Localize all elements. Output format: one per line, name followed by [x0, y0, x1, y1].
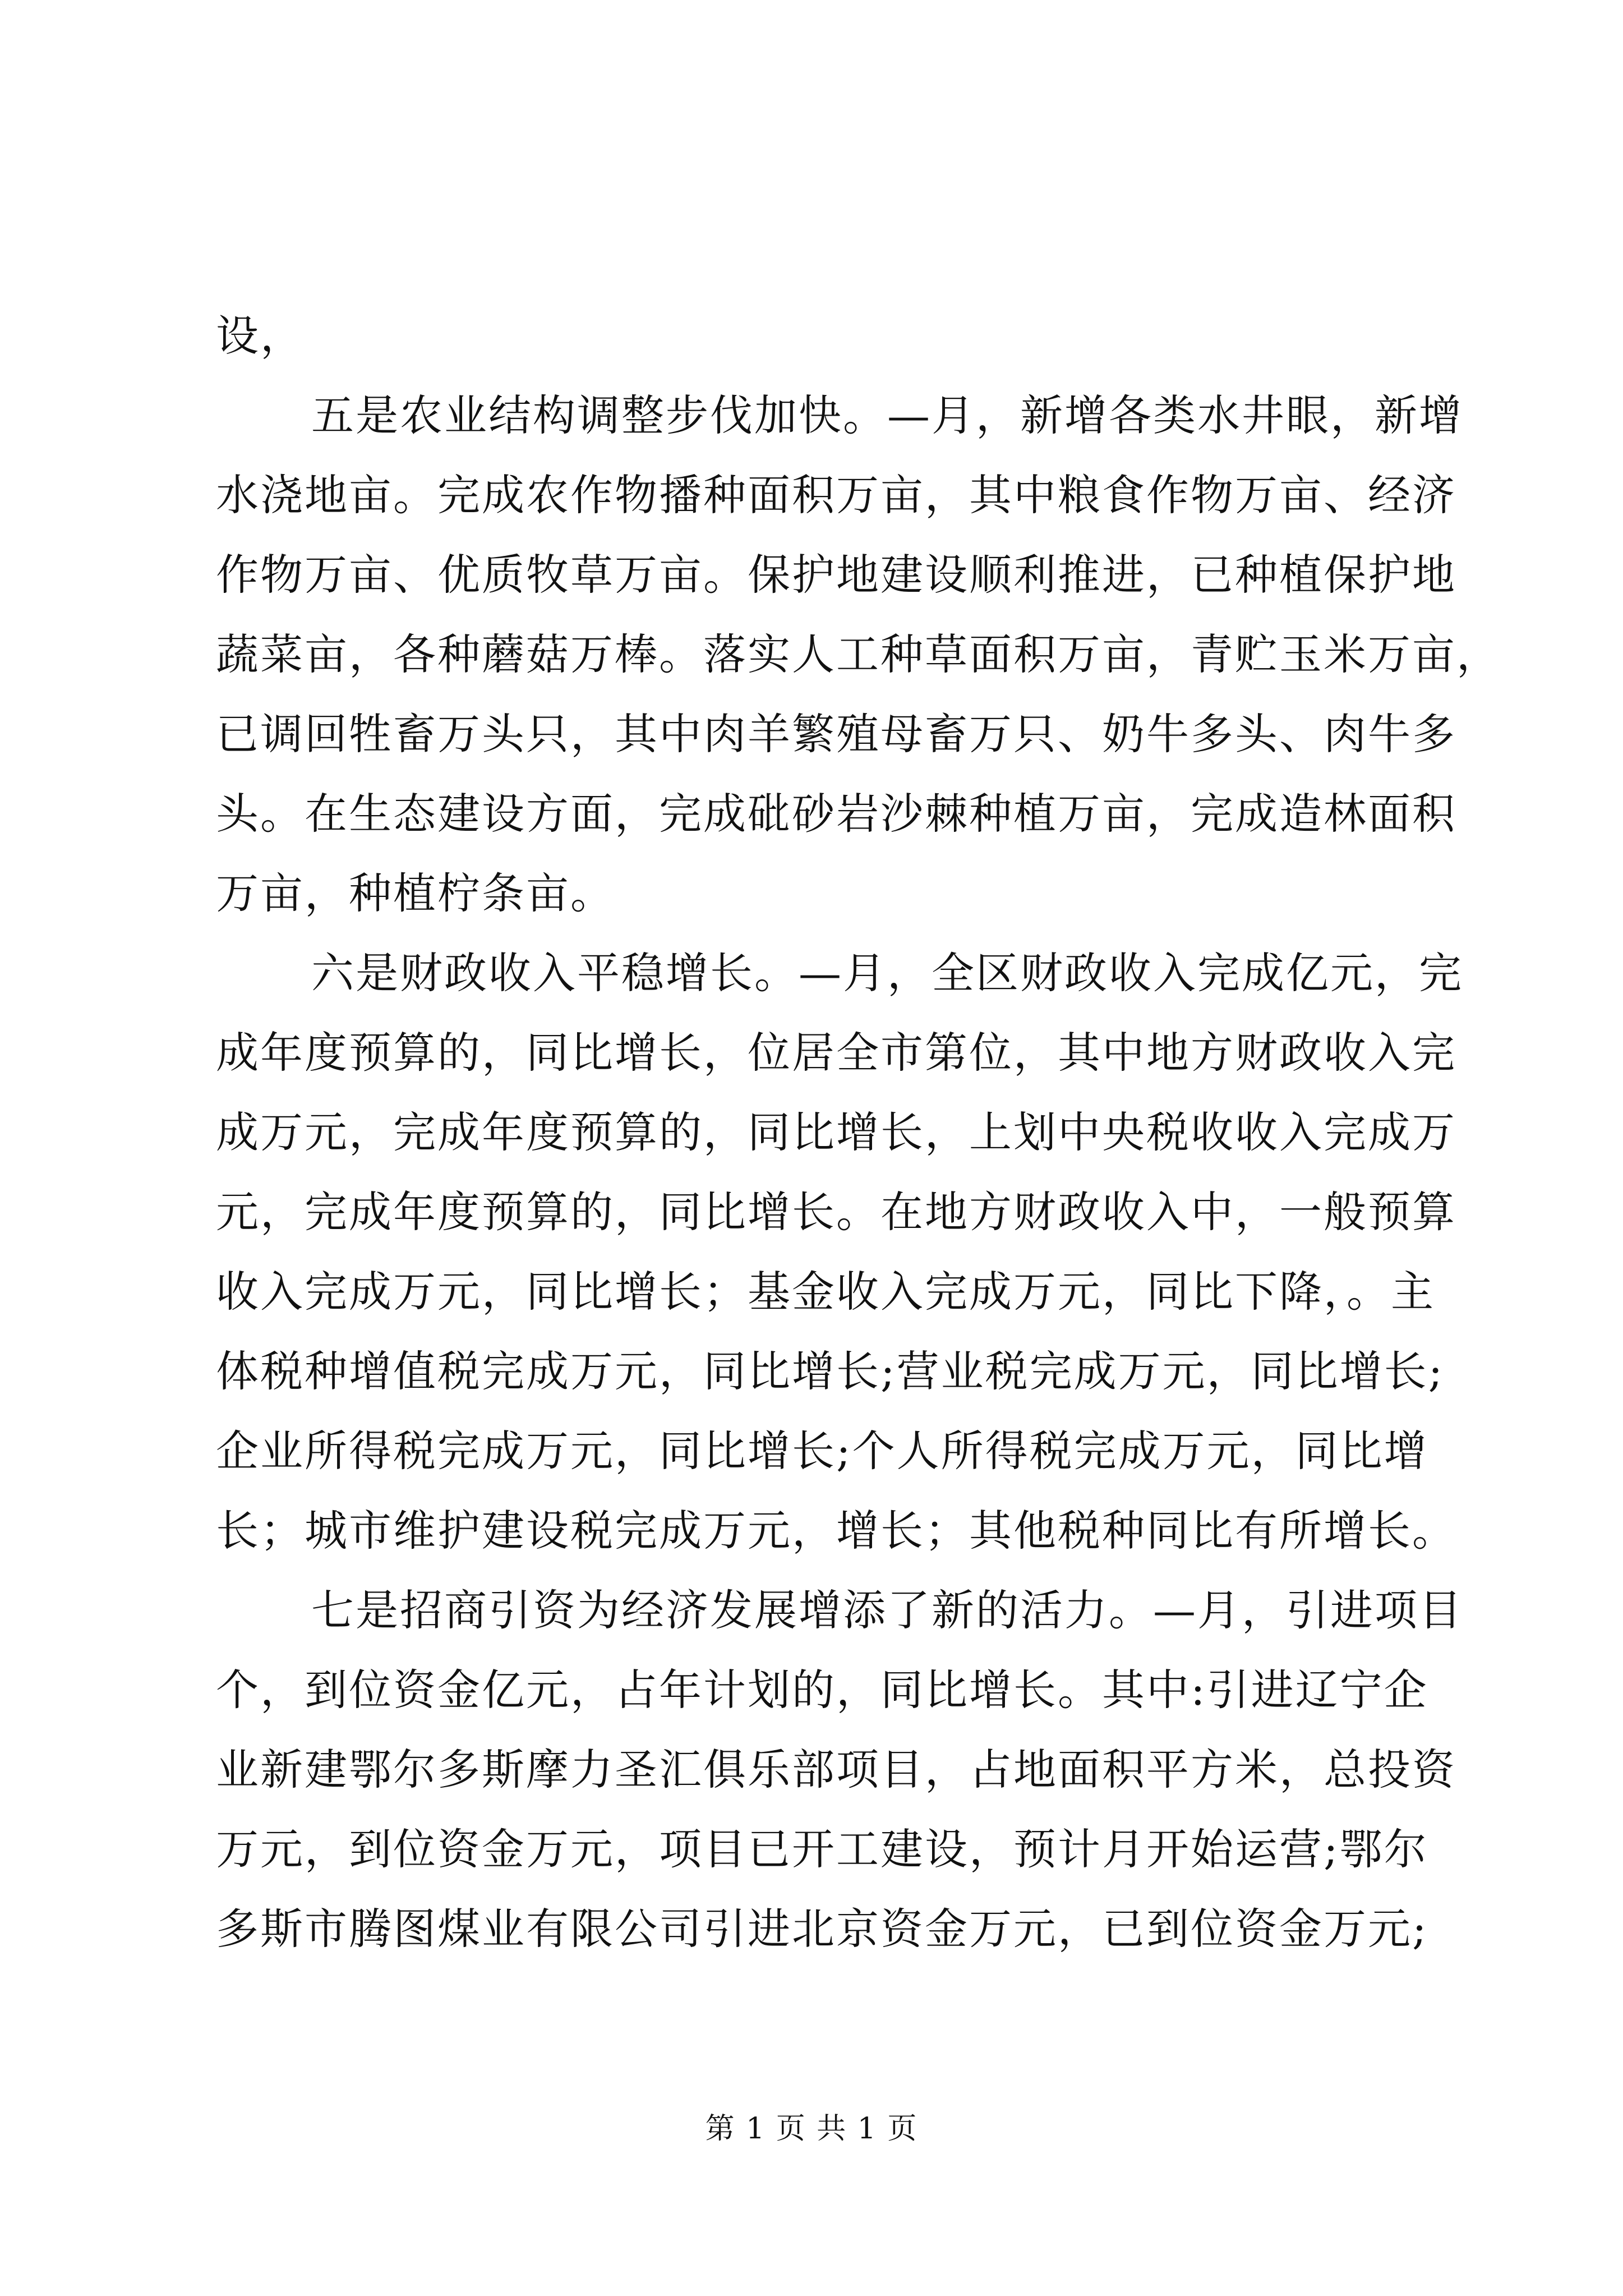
paragraph-first-line: 五是农业结构调整步伐加快。—月，新增各类水井眼，新增: [311, 390, 1463, 440]
text-line: 头。在生态建设方面，完成砒砂岩沙棘种植万亩，完成造林面积: [216, 789, 1456, 839]
text-line: 已调回牲畜万头只，其中肉羊繁殖母畜万只、奶牛多头、肉牛多: [216, 709, 1456, 759]
text-line: 企业所得税完成万元，同比增长;个人所得税完成万元，同比增: [216, 1426, 1428, 1476]
text-line: 业新建鄂尔多斯摩力圣汇俱乐部项目，占地面积平方米，总投资: [216, 1745, 1456, 1795]
text-line: 长；城市维护建设税完成万元，增长；其他税种同比有所增长。: [216, 1506, 1456, 1556]
text-line: 万亩，种植柠条亩。: [216, 868, 615, 918]
text-line: 设，: [216, 311, 305, 361]
paragraph-first-line: 六是财政收入平稳增长。—月，全区财政收入完成亿元，完: [311, 948, 1463, 998]
text-line: 万元，到位资金万元，项目已开工建设，预计月开始运营;鄂尔: [216, 1824, 1428, 1874]
text-line: 水浇地亩。完成农作物播种面积万亩，其中粮食作物万亩、经济: [216, 470, 1456, 520]
text-line: 体税种增值税完成万元，同比增长;营业税完成万元，同比增长;: [216, 1346, 1445, 1396]
page-footer: 第 1 页 共 1 页: [705, 2112, 918, 2146]
text-line: 元，完成年度预算的，同比增长。在地方财政收入中，一般预算: [216, 1187, 1456, 1237]
text-line: 蔬菜亩，各种蘑菇万棒。落实人工种草面积万亩，青贮玉米万亩，: [216, 629, 1501, 679]
paragraph-first-line: 七是招商引资为经济发展增添了新的活力。—月，引进项目: [311, 1585, 1463, 1635]
document-body: [216, 296, 1501, 1969]
text-line: 个，到位资金亿元，占年计划的，同比增长。其中:引进辽宁企: [216, 1665, 1428, 1715]
text-line: 多斯市腾图煤业有限公司引进北京资金万元，已到位资金万元;: [216, 1904, 1428, 1954]
text-line: 收入完成万元，同比增长；基金收入完成万元，同比下降，。主: [216, 1267, 1435, 1317]
text-line: 作物万亩、优质牧草万亩。保护地建设顺利推进，已种植保护地: [216, 550, 1456, 600]
text-line: 成年度预算的，同比增长，位居全市第位，其中地方财政收入完: [216, 1028, 1456, 1078]
text-line: 成万元，完成年度预算的，同比增长，上划中央税收收入完成万: [216, 1107, 1456, 1157]
